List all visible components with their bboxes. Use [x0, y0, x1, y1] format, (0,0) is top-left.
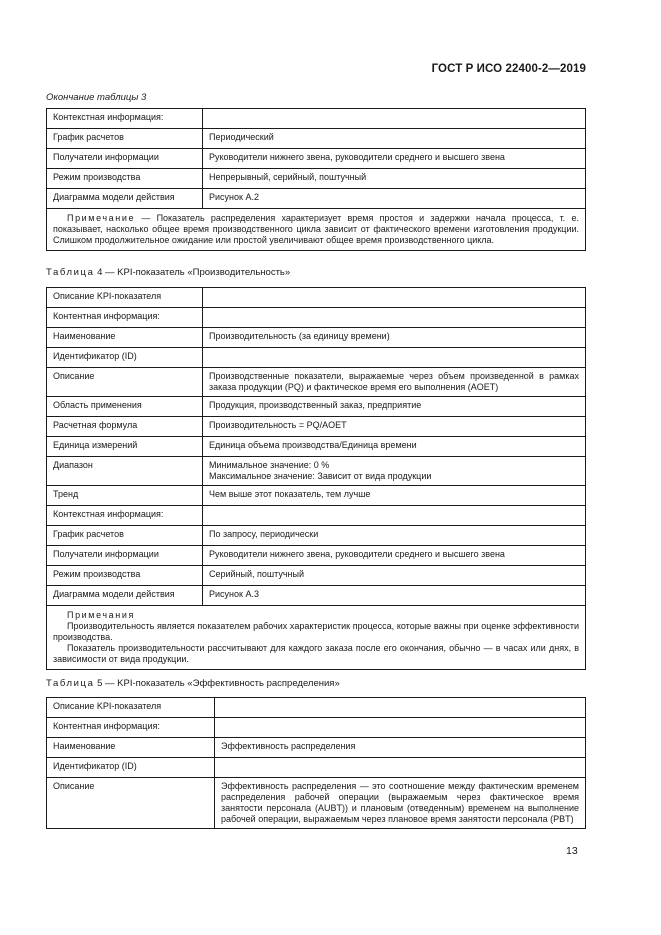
notes-label: Примечания [67, 610, 135, 620]
table3-note [47, 209, 586, 251]
table5 [46, 697, 586, 829]
row-value: Руководители нижнего звена, руководители среднего и высшего звена [203, 149, 586, 169]
table-row [47, 129, 586, 149]
row-value: Рисунок А.2 [203, 189, 586, 209]
row-value [203, 457, 586, 486]
row-value [203, 288, 586, 308]
table-row [47, 758, 586, 778]
row-label: Наименование [47, 738, 215, 758]
row-label: Идентификатор (ID) [47, 348, 203, 368]
row-label: Контентная информация: [47, 308, 203, 328]
note-text: — Показатель распределения характеризует время простоя и задержки начала процесса, т. е. показывает, насколько общее время производственного цикла зависит от фактического времени изготовления продукции. Слишком продолжительное ожидание или простой увеличивают общее время производственного цикла. [53, 213, 579, 245]
row-value: Производственные показатели, выражаемые через объем произведенной в рамках заказа продукции (PQ) и фактическое время его выполнения (AOET) [203, 368, 586, 397]
row-label: Тренд [47, 486, 203, 506]
caption-word: Таблица [46, 678, 95, 689]
range-min: Минимальное значение: 0 % [209, 460, 330, 470]
table-row [47, 526, 586, 546]
row-value: Чем выше этот показатель, тем лучше [203, 486, 586, 506]
row-label: Расчетная формула [47, 417, 203, 437]
table-row [47, 149, 586, 169]
table-row [47, 348, 586, 368]
row-label: Диаграмма модели действия [47, 586, 203, 606]
table-row [47, 417, 586, 437]
table-row [47, 308, 586, 328]
table4-notes [47, 606, 586, 670]
table-row [47, 397, 586, 417]
row-label: Контентная информация: [47, 718, 215, 738]
row-value [215, 698, 586, 718]
table-row [47, 457, 586, 486]
table-row [47, 109, 586, 129]
table-row [47, 328, 586, 348]
note-label: Примечание [67, 213, 136, 223]
row-value: Периодический [203, 129, 586, 149]
row-value [203, 348, 586, 368]
row-label: Диаграмма модели действия [47, 189, 203, 209]
row-label: График расчетов [47, 526, 203, 546]
note-2: Показатель производительности рассчитывают для каждого заказа после его окончания, обычно — в часах или днях, в зависимости от вида продукции. [53, 643, 579, 664]
table-row [47, 368, 586, 397]
table-row [47, 288, 586, 308]
table-row [47, 698, 586, 718]
table4 [46, 287, 586, 670]
caption-title: 4 — KPI-показатель «Производительность» [94, 267, 291, 278]
row-value: Продукция, производственный заказ, предприятие [203, 397, 586, 417]
table-row [47, 486, 586, 506]
row-label: Контекстная информация: [47, 109, 203, 129]
row-value: Эффективность распределения [215, 738, 586, 758]
table-row [47, 718, 586, 738]
row-value: Серийный, поштучный [203, 566, 586, 586]
row-label: График расчетов [47, 129, 203, 149]
row-value: Единица объема производства/Единица времени [203, 437, 586, 457]
row-label: Диапазон [47, 457, 203, 486]
standard-header: ГОСТ Р ИСО 22400-2—2019 [431, 63, 586, 75]
row-value: Руководители нижнего звена, руководители среднего и высшего звена [203, 546, 586, 566]
row-value: Рисунок А.3 [203, 586, 586, 606]
row-label: Идентификатор (ID) [47, 758, 215, 778]
caption-word: Таблица [46, 267, 95, 278]
table-note-row [47, 606, 586, 670]
row-label: Единица измерений [47, 437, 203, 457]
row-label: Описание KPI-показателя [47, 698, 215, 718]
row-value: Производительность (за единицу времени) [203, 328, 586, 348]
table-row [47, 189, 586, 209]
row-label: Контекстная информация: [47, 506, 203, 526]
row-value: Эффективность распределения — это соотношение между фактическим временем распределения рабочей операции (выражаемым через фактическое время занятости персонала (AUBT)) и плановым (отведенным) временем на выполнение рабочей операции, выражаемым через плановое время занятости персонала (PBT) [215, 778, 586, 829]
row-label: Описание [47, 778, 215, 829]
table-row [47, 778, 586, 829]
table-row [47, 566, 586, 586]
table-row [47, 546, 586, 566]
row-label: Получатели информации [47, 149, 203, 169]
range-max: Максимальное значение: Зависит от вида продукции [209, 471, 432, 481]
row-label: Режим производства [47, 169, 203, 189]
row-value [203, 308, 586, 328]
table-note-row [47, 209, 586, 251]
table-row [47, 506, 586, 526]
row-value: По запросу, периодически [203, 526, 586, 546]
table3-continuation-caption: Окончание таблицы 3 [46, 92, 147, 103]
row-value [203, 109, 586, 129]
page-number: 13 [566, 845, 578, 857]
note-1: Производительность является показателем рабочих характеристик процесса, которые важны при оценке эффективности производства. [53, 621, 579, 642]
row-label: Область применения [47, 397, 203, 417]
row-value [215, 718, 586, 738]
row-value [215, 758, 586, 778]
row-label: Получатели информации [47, 546, 203, 566]
row-label: Наименование [47, 328, 203, 348]
table-row [47, 437, 586, 457]
row-value [203, 506, 586, 526]
table5-caption [46, 678, 340, 689]
row-value: Непрерывный, серийный, поштучный [203, 169, 586, 189]
table-row [47, 738, 586, 758]
table3-end [46, 108, 586, 251]
table4-caption [46, 267, 290, 278]
row-value: Производительность = PQ/AOET [203, 417, 586, 437]
row-label: Описание [47, 368, 203, 397]
table-row [47, 586, 586, 606]
row-label: Режим производства [47, 566, 203, 586]
table-row [47, 169, 586, 189]
row-label: Описание KPI-показателя [47, 288, 203, 308]
caption-title: 5 — KPI-показатель «Эффективность распределения» [94, 678, 340, 689]
